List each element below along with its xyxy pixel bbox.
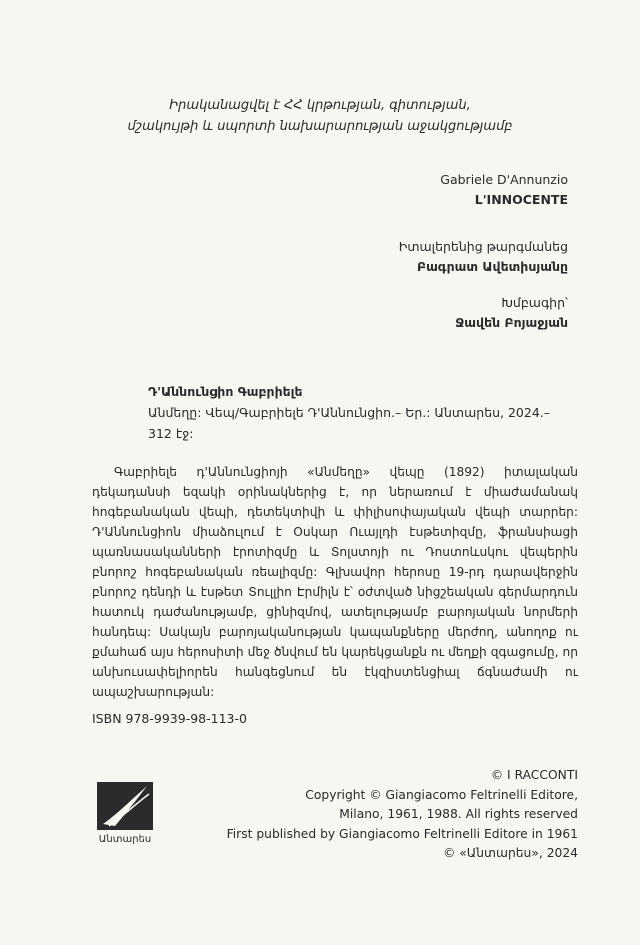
copyright-line-4: First published by Giangiacomo Feltrinelli Editore in 1961 xyxy=(226,826,578,841)
publisher-logo-icon xyxy=(95,780,155,832)
copyright-block xyxy=(227,766,578,864)
isbn: ISBN 978-9939-98-113-0 xyxy=(92,711,247,726)
publisher-logo xyxy=(95,780,155,845)
catalog-pages: 312 էջ: xyxy=(148,426,194,441)
editor-label: Խմբագիր՝ xyxy=(501,295,568,310)
catalog-heading: Դ'Աննունցիո Գաբրիելե xyxy=(148,384,303,399)
annotation-text: Գաբրիելե դ'Աննունցիոյի «Անմեղը» վեպը (1892) իտալական դեկադանսի եզակի օրինակներից է, որ ներառում է միաժամանակ հոգեբանական վեպի, դետեկտիվի և փիլիսոփայական վեպի տարրեր: Դ'Աննունցիոն միաձուլում է Օսկար Ուայլդի էսթետիզմը, ֆրանսիացի պառնասականների էրոտիզմը և Տոլստոյի ու Դոստոևսկու վեպերին բնորոշ հոգեբանական ռեալիզմը: Գլխավոր հերոսը 19-րդ դարավերջին բնորոշ դենդի և էսթետ Տուլլիո Էրմիլն է՝ օժտված նիցշեական գերմարդուն հատուկ դաժանությամբ, ցինիզմով, ատելությամբ բարոյական նորմերի հանդեպ: Սակայն բարոյականության կապանքները մերժող, անողոք ու քմահաճ այս հերոսիտի մեջ ծնվում են կարեկցանքն ու մեղքի զգացումը, որ անխուսափելիորեն հանգեցնում են էկզիստենցիալ ճգնաժամի ու ապաշխարության: xyxy=(92,465,578,699)
support-line-2: մշակույթի և սպորտի նախարարության աջակցությամբ xyxy=(127,119,513,134)
support-notice xyxy=(0,95,640,137)
catalog-entry: Անմեղը: Վեպ/Գաբրիելե Դ'Աննունցիո.– Եր.: Անտարես, 2024.– xyxy=(148,405,551,420)
copyright-line-2: Copyright © Giangiacomo Feltrinelli Editore, xyxy=(305,787,578,802)
copyright-line-3: Milano, 1961, 1988. All rights reserved xyxy=(339,807,578,821)
editor-name: Ջավեն Բոյաջյան xyxy=(455,315,568,330)
copyright-line-5: © «Անտարես», 2024 xyxy=(443,846,578,860)
translation-label: Իտալերենից թարգմանեց xyxy=(398,239,568,254)
original-title-block xyxy=(440,170,568,210)
original-title: L'INNOCENTE xyxy=(474,192,568,207)
copyright-line-1: © I RACCONTI xyxy=(490,768,578,782)
translator-name: Բագրատ Ավետիսյանը xyxy=(416,259,568,274)
editor-credit xyxy=(455,293,568,333)
translation-credit xyxy=(399,237,568,277)
support-line-1: Իրականացվել է ՀՀ կրթության, գիտության, xyxy=(169,98,471,113)
original-author: Gabriele D'Annunzio xyxy=(440,172,568,187)
catalog-record xyxy=(148,381,550,444)
publisher-logo-label: Անտարես xyxy=(98,834,152,845)
